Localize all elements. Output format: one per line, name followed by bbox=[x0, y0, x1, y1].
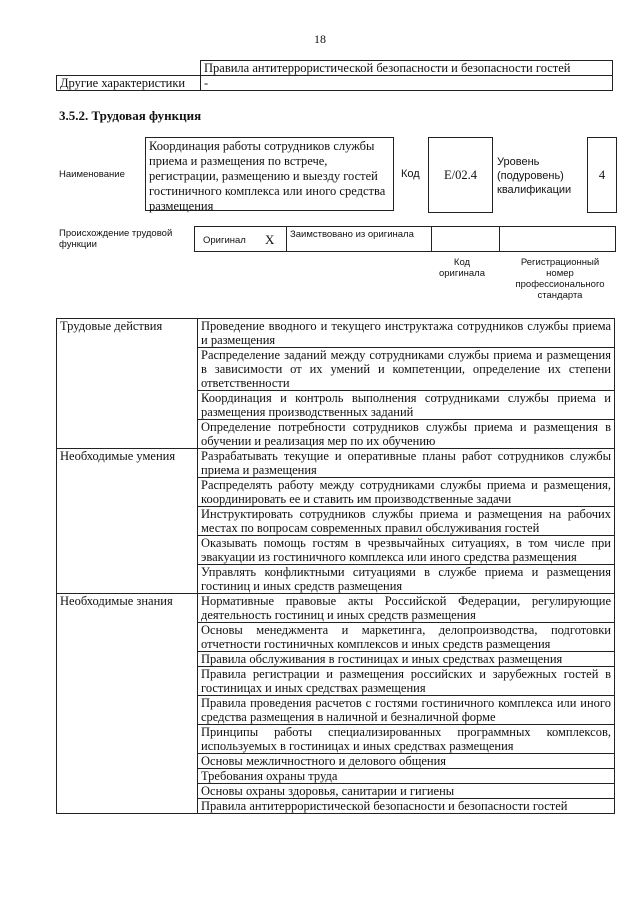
original-mark: X bbox=[265, 232, 275, 247]
description-cell: Основы менеджмента и маркетинга, делопроизводства, подготовки отчетности гостиничных комплексов и иных средств размещения bbox=[198, 623, 615, 652]
description-cell: Нормативные правовые акты Российской Федерации, регулирующие деятельность гостиниц и иных средств размещения bbox=[198, 594, 615, 623]
origin-label: Происхождение трудовой функции bbox=[59, 228, 173, 250]
labor-function-table bbox=[56, 318, 615, 814]
table-row bbox=[57, 449, 615, 478]
description-cell: Координация и контроль выполнения сотрудниками службы приема и размещения производственных заданий bbox=[198, 391, 615, 420]
name-label: Наименование bbox=[59, 169, 125, 180]
description-cell: Разрабатывать текущие и оперативные планы работ сотрудников службы приема и размещения bbox=[198, 449, 615, 478]
original-cell bbox=[194, 226, 286, 252]
table-row bbox=[57, 319, 615, 348]
description-cell: Оказывать помощь гостям в чрезвычайных ситуациях, в том числе при эвакуации из гостиничного комплекса или иного средства размещения bbox=[198, 536, 615, 565]
category-cell: Трудовые действия bbox=[57, 319, 198, 449]
top-table-row bbox=[57, 76, 613, 91]
registration-number-cell bbox=[499, 226, 616, 252]
description-cell: Правила обслуживания в гостиницах и иных средствах размещения bbox=[198, 652, 615, 667]
description-cell: Правила регистрации и размещения российских и зарубежных гостей в гостиницах и иных средствах размещения bbox=[198, 667, 615, 696]
description-cell: Распределение заданий между сотрудниками службы приема и размещения в зависимости от их умений и компетенции, определение их степени ответственности bbox=[198, 348, 615, 391]
code-label: Код bbox=[401, 168, 420, 180]
code-original-caption: Код оригинала bbox=[438, 257, 485, 279]
description-cell: Правила антитеррористической безопасности и безопасности гостей bbox=[198, 799, 615, 814]
description-cell: Требования охраны труда bbox=[198, 769, 615, 784]
original-code-cell bbox=[431, 226, 499, 252]
function-code-value: E/02.4 bbox=[444, 167, 477, 182]
top-table-row bbox=[57, 61, 613, 76]
section-title: 3.5.2. Трудовая функция bbox=[59, 108, 202, 123]
category-cell: Необходимые умения bbox=[57, 449, 198, 594]
function-code-box bbox=[428, 137, 493, 213]
top-table bbox=[56, 60, 613, 91]
registration-number-caption: Регистрационный номер профессионального стандарта bbox=[515, 257, 605, 301]
qualification-level-value: 4 bbox=[598, 167, 606, 182]
description-cell: Основы охраны здоровья, санитарии и гигиены bbox=[198, 784, 615, 799]
qualification-level-label: Уровень (подуровень) квалификации bbox=[497, 156, 572, 196]
description-cell: Основы межличностного и делового общения bbox=[198, 754, 615, 769]
table-row bbox=[57, 594, 615, 623]
qualification-level-box bbox=[587, 137, 617, 213]
top-table-empty-cell bbox=[57, 61, 201, 76]
description-cell: Управлять конфликтными ситуациями в службе приема и размещения гостиниц и иных средств размещения bbox=[198, 565, 615, 594]
description-cell: Принципы работы специализированных программных комплексов, используемых в гостиницах и иных средствах размещения bbox=[198, 725, 615, 754]
description-cell: Правила проведения расчетов с гостями гостиничного комплекса или иного средства размещения в наличной и безналичной форме bbox=[198, 696, 615, 725]
origin-row bbox=[194, 226, 616, 252]
page-number: 18 bbox=[314, 32, 326, 46]
original-label: Оригинал bbox=[203, 235, 246, 246]
borrowed-cell bbox=[286, 226, 431, 252]
top-table-value: Правила антитеррористической безопасности и безопасности гостей bbox=[201, 61, 613, 76]
borrowed-label: Заимствовано из оригинала bbox=[290, 229, 414, 240]
description-cell: Распределять работу между сотрудниками службы приема и размещения, координировать ее и ставить им производственные задачи bbox=[198, 478, 615, 507]
description-cell: Инструктировать сотрудников службы приема и размещения на рабочих местах по вопросам современных правил обслуживания гостей bbox=[198, 507, 615, 536]
description-cell: Проведение вводного и текущего инструктажа сотрудников службы приема и размещения bbox=[198, 319, 615, 348]
top-table-label: Другие характеристики bbox=[57, 76, 201, 91]
function-name-box: Координация работы сотрудников службы приема и размещения по встрече, регистрации, размещению и выезду гостей гостиничного комплекса или иного средства размещения bbox=[145, 137, 394, 211]
description-cell: Определение потребности сотрудников службы приема и размещения в обучении и реализация мер по их обучению bbox=[198, 420, 615, 449]
top-table-value: - bbox=[201, 76, 613, 91]
category-cell: Необходимые знания bbox=[57, 594, 198, 814]
